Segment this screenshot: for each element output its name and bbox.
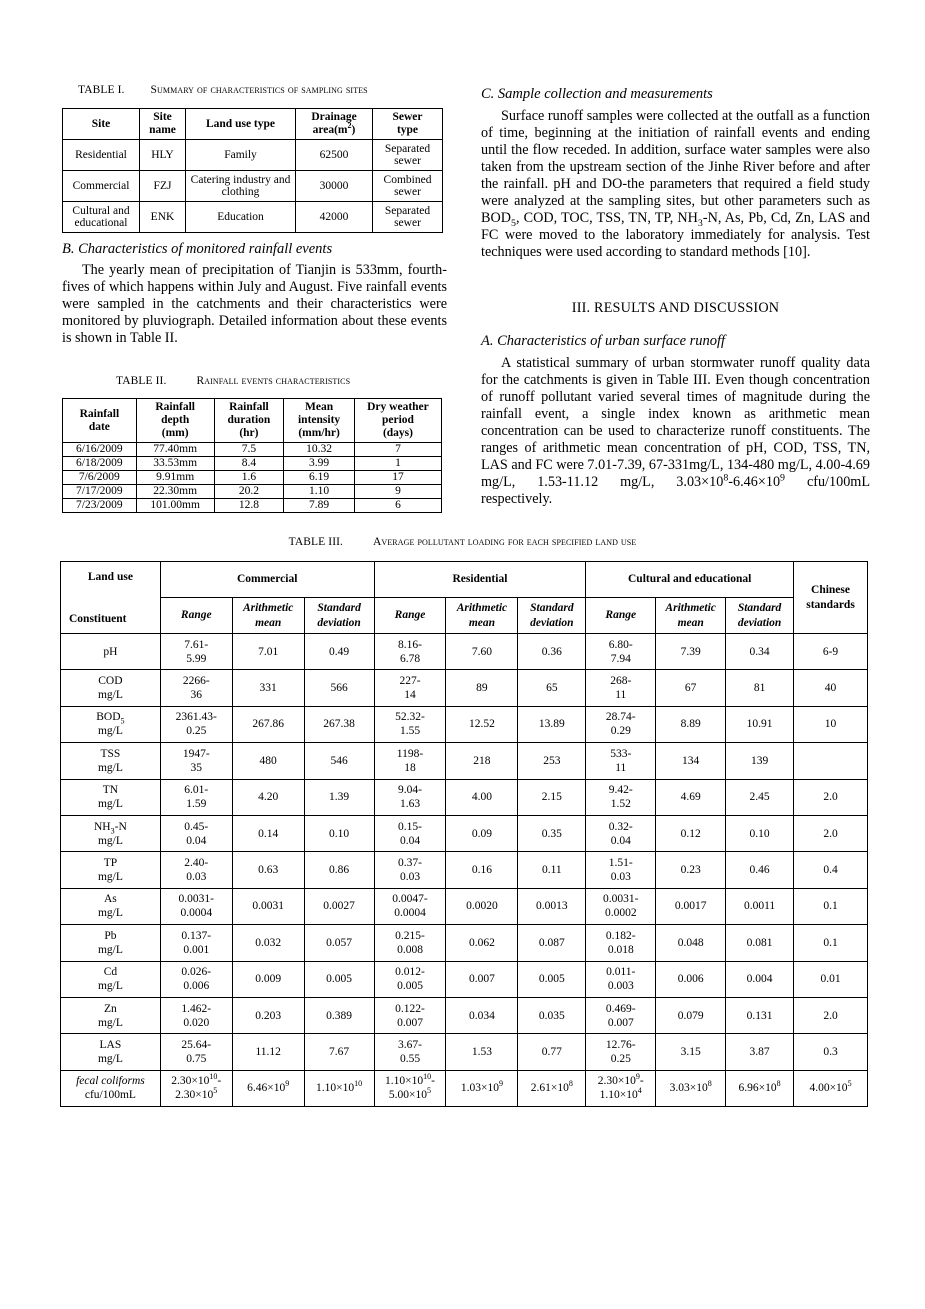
table3-mean: 7.60 xyxy=(446,634,518,670)
table3-subheader: Standard deviation xyxy=(726,598,794,634)
table3-mean: 0.048 xyxy=(656,925,726,961)
table3-stddev: 10.91 xyxy=(726,706,794,742)
table3-stddev: 0.389 xyxy=(304,997,374,1033)
table3-standard xyxy=(794,743,868,779)
table3-mean: 267.86 xyxy=(232,706,304,742)
table3-range: 0.137- 0.001 xyxy=(160,925,232,961)
table3-subheader: Range xyxy=(374,598,446,634)
table3-mean: $3.03\times 10^8$ xyxy=(656,1070,726,1106)
table3-mean: $1.03\times 10^9$ xyxy=(446,1070,518,1106)
table3-range: 0.122- 0.007 xyxy=(374,997,446,1033)
table3-constituent-name: fecal coliforms xyxy=(76,1075,145,1088)
table3-stddev: 0.004 xyxy=(726,961,794,997)
table3-range: 9.04- 1.63 xyxy=(374,779,446,815)
table3-mean: 12.52 xyxy=(446,706,518,742)
table2-cell: 6/18/2009 xyxy=(63,457,137,471)
section-a-paragraph: A statistical summary of urban stormwater runoff quality data for the catchments is given in Table III. Even though concentration of runoff pollutant varied several times of magnitude during the rainfall event, a single index known as arithmetic mean concentration can be used to characterize runoff constituents. The ranges of arithmetic mean concentration of pH, COD, TSS, TN, LAS and FC were 7.01-7.39, 67-331mg/L, 134-480 mg/L, 4.00-4.69 mg/L, 1.53-11.12 mg/L, $3.03\times 10^8-6.46\times 10^9$ cfu/100mL respectively. xyxy=(481,355,870,507)
table3-constituent-unit: cfu/100mL xyxy=(84,1089,136,1102)
section-a-body xyxy=(481,355,870,508)
table3-constituent xyxy=(61,743,161,779)
table3-mean: 0.079 xyxy=(656,997,726,1033)
section-c-paragraph: Surface runoff samples were collected at the outfall as a function of time, beginning at the initiation of rainfall events and ending until the flow receded. In addition, surface water samples were also taken from the upstream section of the Jinhe River before and after the rainfall. pH and DO-the parameters that required a field study were analyzed at the sampling sites, but other parameters such as $BOD_5$, COD, TOC, TSS, TN, TP, $NH_3-N$, As, Pb, Cd, Zn, LAS and FC were moved to the laboratory immediately for analysis. Test techniques were used according to standard methods [10]. xyxy=(481,108,870,260)
table1-caption-text: Summary of characteristics of sampling sites xyxy=(150,84,368,96)
section-b-paragraph: The yearly mean of precipitation of Tianjin is 533mm, fourth-fives of which happens within July and August. Five rainfall events were sampled in the catchments and their characteristics were monitored by pluviograph. Detailed information about these events is shown in Table II. xyxy=(62,262,447,346)
table3-stddev: 1.39 xyxy=(304,779,374,815)
table3-mean: 0.16 xyxy=(446,852,518,888)
table3-stddev: 0.131 xyxy=(726,997,794,1033)
table3-caption xyxy=(0,536,925,548)
table2-header-dry-period: Dry weather period (days) xyxy=(354,399,441,443)
table3-group-cultural: Cultural and educational xyxy=(586,562,794,598)
table2-cell: 1.10 xyxy=(284,485,355,499)
table3-range: 1947- 35 xyxy=(160,743,232,779)
table3-mean: 480 xyxy=(232,743,304,779)
table2-cell: 1.6 xyxy=(214,471,284,485)
table3-range: 1198- 18 xyxy=(374,743,446,779)
table3-constituent-name: As xyxy=(104,893,117,906)
table1-header-drainage: Drainage $area(m^2)$ xyxy=(296,109,373,140)
table3-standard: 0.01 xyxy=(794,961,868,997)
table3-mean: 0.0017 xyxy=(656,888,726,924)
table1-header-land-use: Land use type xyxy=(186,109,296,140)
table3-constituent-name: TP xyxy=(103,857,118,870)
table3-range: 0.45- 0.04 xyxy=(160,815,232,851)
table3-corner xyxy=(61,562,161,634)
table3-stddev: 0.10 xyxy=(726,815,794,851)
table3-mean: 4.00 xyxy=(446,779,518,815)
table2-cell: 6/16/2009 xyxy=(63,443,137,457)
table2-cell: 9.91mm xyxy=(136,471,214,485)
table3-range: 6.01- 1.59 xyxy=(160,779,232,815)
table3-constituent-unit: mg/L xyxy=(97,1016,123,1029)
table2-cell: 10.32 xyxy=(284,443,355,457)
table2-row xyxy=(63,443,442,457)
table3-range: 0.012- 0.005 xyxy=(374,961,446,997)
table1-header-site: Site xyxy=(63,109,140,140)
section-b-title: B. Characteristics of monitored rainfall events xyxy=(62,241,333,257)
table3-group-commercial: Commercial xyxy=(160,562,374,598)
table3-row xyxy=(61,961,868,997)
table3-range: 533- 11 xyxy=(586,743,656,779)
table3-mean: $6.46\times 10^9$ xyxy=(232,1070,304,1106)
table3-row xyxy=(61,670,868,706)
table3-standard: 6-9 xyxy=(794,634,868,670)
table3-range: 0.15- 0.04 xyxy=(374,815,446,851)
table3-constituent-name: pH xyxy=(103,645,118,658)
table3-header-standards: Chinese standards xyxy=(794,562,868,634)
table3-mean: 134 xyxy=(656,743,726,779)
table3-mean: 3.15 xyxy=(656,1034,726,1070)
table1-cell: ENK xyxy=(140,202,186,233)
table3-constituent-unit: mg/L xyxy=(97,761,123,774)
table3-mean: 7.39 xyxy=(656,634,726,670)
table3-mean: 0.032 xyxy=(232,925,304,961)
table3-constituent-name: TSS xyxy=(100,747,121,760)
table3-stddev: 267.38 xyxy=(304,706,374,742)
table1-cell: 30000 xyxy=(296,171,373,202)
table2-cell: 3.99 xyxy=(284,457,355,471)
table1-cell: FZJ xyxy=(140,171,186,202)
table3-subheader: Range xyxy=(160,598,232,634)
table1-caption-num: TABLE I. xyxy=(78,84,125,96)
table2-caption-text: Rainfall events characteristics xyxy=(196,375,351,387)
table2-cell: 7/6/2009 xyxy=(63,471,137,485)
table3-constituent-unit: mg/L xyxy=(97,689,123,702)
table3-range: 7.61- 5.99 xyxy=(160,634,232,670)
table3-range: 25.64- 0.75 xyxy=(160,1034,232,1070)
table2-cell: 20.2 xyxy=(214,485,284,499)
table3-constituent xyxy=(61,888,161,924)
table3-standard: 2.0 xyxy=(794,815,868,851)
table3-range: 0.011- 0.003 xyxy=(586,961,656,997)
table3-constituent-unit: mg/L xyxy=(97,1052,123,1065)
table1-cell: Family xyxy=(186,140,296,171)
table3-constituent-unit: mg/L xyxy=(97,871,123,884)
table3-range: 0.0047- 0.0004 xyxy=(374,888,446,924)
table3-mean: 8.89 xyxy=(656,706,726,742)
table3-stddev: 0.0013 xyxy=(518,888,586,924)
table3-stddev: 0.0027 xyxy=(304,888,374,924)
table3-range: 2361.43- 0.25 xyxy=(160,706,232,742)
table3-row xyxy=(61,706,868,742)
table2-header-intensity: Mean intensity (mm/hr) xyxy=(284,399,355,443)
table3-range: 12.76- 0.25 xyxy=(586,1034,656,1070)
table3-range: 8.16- 6.78 xyxy=(374,634,446,670)
table3-range: 2266- 36 xyxy=(160,670,232,706)
table2-caption-num: TABLE II. xyxy=(116,375,167,387)
table3-mean: 0.0020 xyxy=(446,888,518,924)
table3-mean: 218 xyxy=(446,743,518,779)
table3-range: 1.51- 0.03 xyxy=(586,852,656,888)
table3-stddev: 139 xyxy=(726,743,794,779)
table3-standard: 40 xyxy=(794,670,868,706)
table3-row xyxy=(61,852,868,888)
table3-constituent-name: TN xyxy=(102,784,119,797)
table3-row xyxy=(61,779,868,815)
table3-caption-text: Average pollutant loading for each specified land use xyxy=(373,536,637,548)
table3-range: 6.80- 7.94 xyxy=(586,634,656,670)
table3-standard: 2.0 xyxy=(794,997,868,1033)
table2-cell: 7/17/2009 xyxy=(63,485,137,499)
table1-cell: 62500 xyxy=(296,140,373,171)
table2-cell: 1 xyxy=(354,457,441,471)
table3-row xyxy=(61,743,868,779)
table3-constituent xyxy=(61,670,161,706)
table3-standard: 0.1 xyxy=(794,925,868,961)
table3-range: 0.0031- 0.0002 xyxy=(586,888,656,924)
table1-row xyxy=(63,140,443,171)
table3-range: 0.32- 0.04 xyxy=(586,815,656,851)
section-c-body xyxy=(481,108,870,261)
table3-constituent xyxy=(61,634,161,670)
table3-mean: 331 xyxy=(232,670,304,706)
table2-caption xyxy=(116,375,446,387)
table3-stddev: 0.035 xyxy=(518,997,586,1033)
table1-cell: Catering industry and clothing xyxy=(186,171,296,202)
table3-stddev: 0.057 xyxy=(304,925,374,961)
table3-constituent xyxy=(61,815,161,851)
table3-stddev: 81 xyxy=(726,670,794,706)
table3-range: $2.30\times 10^9-$ $1.10\times 10^4$ xyxy=(586,1070,656,1106)
table2-cell: 77.40mm xyxy=(136,443,214,457)
table2-header-date: Rainfall date xyxy=(63,399,137,443)
table3-mean: 0.009 xyxy=(232,961,304,997)
table3-stddev: $2.61\times 10^8$ xyxy=(518,1070,586,1106)
table1-cell: Cultural and educational xyxy=(63,202,140,233)
table1-header-sewer: Sewer type xyxy=(373,109,443,140)
table3-constituent-unit: mg/L xyxy=(97,834,123,847)
table3-subheader: Standard deviation xyxy=(304,598,374,634)
table3-corner-constituent: Constituent xyxy=(69,612,127,625)
table1 xyxy=(62,108,443,233)
section-a-title: A. Characteristics of urban surface runoff xyxy=(481,333,726,349)
table3-stddev: 0.86 xyxy=(304,852,374,888)
table3-range: $1.10\times 10^{10}-$ $5.00\times 10^5$ xyxy=(374,1070,446,1106)
table3-range: 227- 14 xyxy=(374,670,446,706)
table3-mean: 67 xyxy=(656,670,726,706)
table2-row xyxy=(63,485,442,499)
table2-header-depth: Rainfall depth (mm) xyxy=(136,399,214,443)
section-c-title: C. Sample collection and measurements xyxy=(481,86,713,102)
table3-stddev: 0.005 xyxy=(518,961,586,997)
table3-mean: 0.034 xyxy=(446,997,518,1033)
table3-row xyxy=(61,888,868,924)
table3-range: 0.37- 0.03 xyxy=(374,852,446,888)
table3-standard: 2.0 xyxy=(794,779,868,815)
table3-constituent xyxy=(61,1070,161,1106)
table3-stddev: 546 xyxy=(304,743,374,779)
table3-mean: 89 xyxy=(446,670,518,706)
table3-range: 0.026- 0.006 xyxy=(160,961,232,997)
table3-row xyxy=(61,815,868,851)
table3-subheader: Arithmetic mean xyxy=(446,598,518,634)
table3-mean: 0.14 xyxy=(232,815,304,851)
table3-constituent-unit: mg/L xyxy=(97,943,123,956)
table3-stddev: 0.11 xyxy=(518,852,586,888)
table3-subheader: Standard deviation xyxy=(518,598,586,634)
section-3-title: III. RESULTS AND DISCUSSION xyxy=(571,300,780,316)
table3-corner-land-use: Land use xyxy=(87,571,133,583)
table3-mean: 0.09 xyxy=(446,815,518,851)
table1-cell: HLY xyxy=(140,140,186,171)
table1-cell: Residential xyxy=(63,140,140,171)
table3-constituent-name: $BOD_5$ xyxy=(96,711,125,726)
table3-caption-num: TABLE III. xyxy=(288,536,344,548)
table3-range: 268- 11 xyxy=(586,670,656,706)
table2-cell: 8.4 xyxy=(214,457,284,471)
table3-stddev: 7.67 xyxy=(304,1034,374,1070)
table3-range: 52.32- 1.55 xyxy=(374,706,446,742)
table3-mean: 0.062 xyxy=(446,925,518,961)
table3-range: 0.182- 0.018 xyxy=(586,925,656,961)
table3-stddev: 0.34 xyxy=(726,634,794,670)
table3-range: 28.74- 0.29 xyxy=(586,706,656,742)
table2-cell: 7 xyxy=(354,443,441,457)
table2-cell: 101.00mm xyxy=(136,499,214,513)
table2-cell: 7.89 xyxy=(284,499,355,513)
table3-constituent xyxy=(61,852,161,888)
table3-stddev: 0.49 xyxy=(304,634,374,670)
table1-cell: Separated sewer xyxy=(373,202,443,233)
table3-range: 3.67- 0.55 xyxy=(374,1034,446,1070)
table2-row xyxy=(63,457,442,471)
table3-stddev: 2.15 xyxy=(518,779,586,815)
table2-cell: 6.19 xyxy=(284,471,355,485)
table3-range: 0.0031- 0.0004 xyxy=(160,888,232,924)
table3-constituent-name: Pb xyxy=(104,929,117,942)
table3-mean: 0.63 xyxy=(232,852,304,888)
table3-stddev: 0.35 xyxy=(518,815,586,851)
table3-stddev: 0.005 xyxy=(304,961,374,997)
table3-constituent-unit: mg/L xyxy=(97,725,123,738)
table3-mean: 7.01 xyxy=(232,634,304,670)
table3-stddev: 2.45 xyxy=(726,779,794,815)
table3-standard: 10 xyxy=(794,706,868,742)
table3-stddev: 0.081 xyxy=(726,925,794,961)
table3-stddev: 253 xyxy=(518,743,586,779)
table2-cell: 7/23/2009 xyxy=(63,499,137,513)
table3-constituent-unit: mg/L xyxy=(97,980,123,993)
table3-constituent xyxy=(61,997,161,1033)
table3-standard: 0.1 xyxy=(794,888,868,924)
table2-cell: 33.53mm xyxy=(136,457,214,471)
table1-header-site-name: Site name xyxy=(140,109,186,140)
table3-range: $2.30\times 10^{10}-$ $2.30\times 10^5$ xyxy=(160,1070,232,1106)
table3-stddev: 0.77 xyxy=(518,1034,586,1070)
table2 xyxy=(62,398,442,513)
table1-cell: Separated sewer xyxy=(373,140,443,171)
table3-constituent xyxy=(61,925,161,961)
table2-row xyxy=(63,499,442,513)
table3-constituent xyxy=(61,779,161,815)
table3-row xyxy=(61,634,868,670)
table3-stddev: 0.46 xyxy=(726,852,794,888)
table3-constituent-unit: mg/L xyxy=(97,798,123,811)
table3-stddev: 0.36 xyxy=(518,634,586,670)
table3-stddev: 0.10 xyxy=(304,815,374,851)
table3-range: 0.215- 0.008 xyxy=(374,925,446,961)
table3-stddev: 566 xyxy=(304,670,374,706)
table3-constituent-unit: mg/L xyxy=(97,907,123,920)
table3-subheader: Arithmetic mean xyxy=(232,598,304,634)
table3-subheader: Arithmetic mean xyxy=(656,598,726,634)
table1-cell: 42000 xyxy=(296,202,373,233)
table1-row xyxy=(63,171,443,202)
table3-standard: 0.3 xyxy=(794,1034,868,1070)
table3-constituent xyxy=(61,961,161,997)
table2-header-duration: Rainfall duration (hr) xyxy=(214,399,284,443)
table2-row xyxy=(63,471,442,485)
table3-range: 2.40- 0.03 xyxy=(160,852,232,888)
table3-stddev: 0.087 xyxy=(518,925,586,961)
table3-range: 9.42- 1.52 xyxy=(586,779,656,815)
table3-mean: 0.006 xyxy=(656,961,726,997)
table3-stddev: $1.10\times 10^{10}$ xyxy=(304,1070,374,1106)
table3-stddev: 65 xyxy=(518,670,586,706)
table3-constituent xyxy=(61,706,161,742)
table3-stddev: 3.87 xyxy=(726,1034,794,1070)
table2-cell: 9 xyxy=(354,485,441,499)
table3-mean: 0.203 xyxy=(232,997,304,1033)
table3-constituent-name: $NH_3-N$ xyxy=(94,820,127,835)
table3-stddev: $6.96\times 10^8$ xyxy=(726,1070,794,1106)
table2-cell: 6 xyxy=(354,499,441,513)
table3-row xyxy=(61,997,868,1033)
table3-standard: $4.00\times 10^5$ xyxy=(794,1070,868,1106)
table1-caption xyxy=(78,84,438,96)
table1-cell: Combined sewer xyxy=(373,171,443,202)
table2-cell: 22.30mm xyxy=(136,485,214,499)
table3-constituent xyxy=(61,1034,161,1070)
table2-cell: 12.8 xyxy=(214,499,284,513)
table3-range: 1.462- 0.020 xyxy=(160,997,232,1033)
table3-mean: 0.0031 xyxy=(232,888,304,924)
table3-constituent-name: Cd xyxy=(103,966,118,979)
table3-row xyxy=(61,1070,868,1106)
table3-mean: 11.12 xyxy=(232,1034,304,1070)
table3-constituent-name: LAS xyxy=(99,1038,122,1051)
table3-group-residential: Residential xyxy=(374,562,586,598)
table3-stddev: 0.0011 xyxy=(726,888,794,924)
table1-row xyxy=(63,202,443,233)
table3-mean: 0.12 xyxy=(656,815,726,851)
table3-stddev: 13.89 xyxy=(518,706,586,742)
table3-mean: 0.23 xyxy=(656,852,726,888)
table3-mean: 1.53 xyxy=(446,1034,518,1070)
table3-standard: 0.4 xyxy=(794,852,868,888)
table2-cell: 17 xyxy=(354,471,441,485)
table3-mean: 4.69 xyxy=(656,779,726,815)
table3-row xyxy=(61,1034,868,1070)
table3-constituent-name: COD xyxy=(98,675,123,688)
table2-cell: 7.5 xyxy=(214,443,284,457)
section-b-body xyxy=(62,262,447,347)
table3-row xyxy=(61,925,868,961)
table3-mean: 0.007 xyxy=(446,961,518,997)
table1-cell: Education xyxy=(186,202,296,233)
table3-range: 0.469- 0.007 xyxy=(586,997,656,1033)
table1-cell: Commercial xyxy=(63,171,140,202)
table3-subheader: Range xyxy=(586,598,656,634)
table3 xyxy=(60,561,868,1107)
table3-mean: 4.20 xyxy=(232,779,304,815)
table3-constituent-name: Zn xyxy=(104,1002,117,1015)
